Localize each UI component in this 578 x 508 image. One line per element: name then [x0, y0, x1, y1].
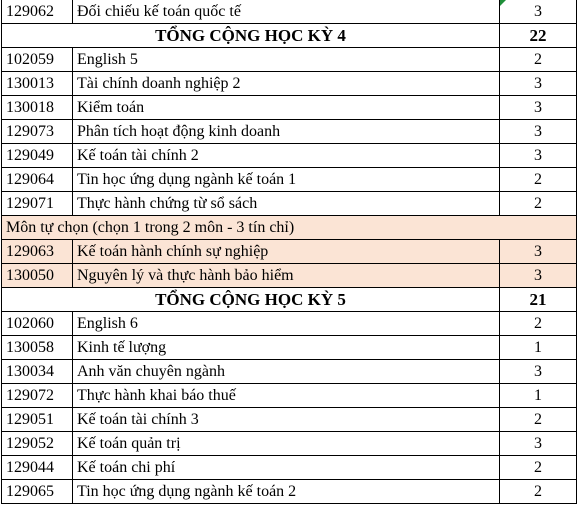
course-row: [2, 144, 577, 168]
course-code: 130018: [2, 96, 73, 120]
course-row: [2, 408, 577, 432]
course-row: [2, 480, 577, 504]
course-name: Phân tích hoạt động kinh doanh: [73, 120, 500, 144]
course-credits: 3: [500, 96, 577, 120]
course-code: 129064: [2, 168, 73, 192]
course-name: Tin học ứng dụng ngành kế toán 2: [73, 480, 500, 504]
course-name: English 6: [73, 312, 500, 336]
course-credits: 3: [500, 72, 577, 96]
semester-total-credits: 21: [500, 288, 577, 312]
course-code: 102060: [2, 312, 73, 336]
course-name: Anh văn chuyên ngành: [73, 360, 500, 384]
course-credits: 2: [500, 312, 577, 336]
course-row: [2, 96, 577, 120]
course-code: 129071: [2, 192, 73, 216]
course-row: [2, 192, 577, 216]
course-code: 129063: [2, 240, 73, 264]
course-credits: 2: [500, 408, 577, 432]
course-credits: 3: [500, 360, 577, 384]
course-credits: 3: [500, 0, 577, 24]
course-row: [2, 0, 577, 24]
semester-total-credits: 22: [500, 24, 577, 48]
course-credits: 3: [500, 264, 577, 288]
course-code: 129044: [2, 456, 73, 480]
course-name: Kế toán chi phí: [73, 456, 500, 480]
elective-header-row: [2, 216, 577, 240]
course-name: Nguyên lý và thực hành bảo hiểm: [73, 264, 500, 288]
course-credits: 2: [500, 168, 577, 192]
elective-course-row: [2, 264, 577, 288]
course-row: [2, 360, 577, 384]
course-code: 102059: [2, 48, 73, 72]
course-row: [2, 384, 577, 408]
course-credits: 2: [500, 480, 577, 504]
course-credits: 1: [500, 384, 577, 408]
semester-total-label: TỔNG CỘNG HỌC KỲ 4: [2, 24, 500, 48]
course-credits: 3: [500, 432, 577, 456]
course-code: 129065: [2, 480, 73, 504]
elective-header-label: Môn tự chọn (chọn 1 trong 2 môn - 3 tín chỉ): [2, 216, 577, 240]
course-name: Thực hành khai báo thuế: [73, 384, 500, 408]
semester-total-label: TỔNG CỘNG HỌC KỲ 5: [2, 288, 500, 312]
course-credits: 3: [500, 120, 577, 144]
curriculum-table: [1, 0, 577, 504]
course-name: Kế toán tài chính 3: [73, 408, 500, 432]
course-row: [2, 72, 577, 96]
course-name: Kế toán hành chính sự nghiệp: [73, 240, 500, 264]
course-name: Kế toán tài chính 2: [73, 144, 500, 168]
course-code: 129072: [2, 384, 73, 408]
course-credits: 2: [500, 48, 577, 72]
course-name: Tài chính doanh nghiệp 2: [73, 72, 500, 96]
course-code: 130013: [2, 72, 73, 96]
course-code: 129051: [2, 408, 73, 432]
course-code: 130034: [2, 360, 73, 384]
course-row: [2, 336, 577, 360]
course-credits: 3: [500, 144, 577, 168]
course-name: Kiểm toán: [73, 96, 500, 120]
semester-total-row: [2, 288, 577, 312]
course-code: 129052: [2, 432, 73, 456]
course-row: [2, 168, 577, 192]
curriculum-table-body: [2, 0, 577, 504]
course-name: Kế toán quản trị: [73, 432, 500, 456]
course-name: Tin học ứng dụng ngành kế toán 1: [73, 168, 500, 192]
course-code: 130058: [2, 336, 73, 360]
course-code: 129073: [2, 120, 73, 144]
course-name: Đối chiếu kế toán quốc tế: [73, 0, 500, 24]
course-code: 129062: [2, 0, 73, 24]
elective-course-row: [2, 240, 577, 264]
course-credits: 2: [500, 192, 577, 216]
course-row: [2, 120, 577, 144]
course-name: English 5: [73, 48, 500, 72]
course-credits: 3: [500, 240, 577, 264]
course-row: [2, 456, 577, 480]
course-row: [2, 432, 577, 456]
course-name: Kinh tế lượng: [73, 336, 500, 360]
course-row: [2, 312, 577, 336]
course-name: Thực hành chứng từ sổ sách: [73, 192, 500, 216]
course-code: 130050: [2, 264, 73, 288]
course-row: [2, 48, 577, 72]
course-credits: 2: [500, 456, 577, 480]
course-code: 129049: [2, 144, 73, 168]
semester-total-row: [2, 24, 577, 48]
course-credits: 1: [500, 336, 577, 360]
